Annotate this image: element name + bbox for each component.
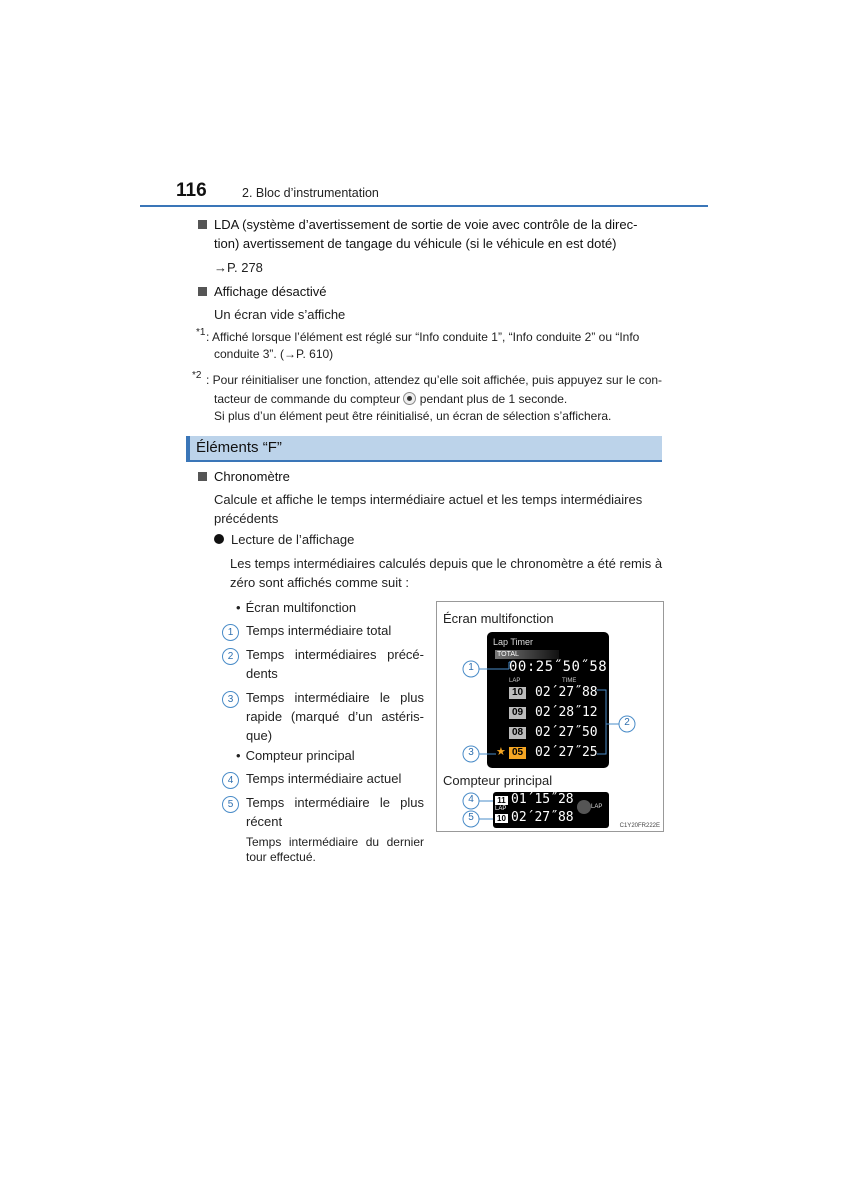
callout-2-bracket — [597, 690, 606, 754]
callout-4-label: 4 — [468, 794, 474, 805]
screen-title: Lap Timer — [493, 637, 534, 647]
note2-mark: *2 — [192, 370, 202, 381]
sub-compteur: • Compteur principal — [236, 748, 355, 763]
lda-heading-cont: tion) avertissement de tangage du véhicule (si le véhicule en est doté) — [214, 236, 617, 251]
callout-5-label: 5 — [468, 812, 474, 823]
main-side-label: LAP — [591, 804, 603, 810]
lap-number: 10 — [509, 687, 526, 699]
square-bullet-icon — [198, 472, 207, 481]
chapter-title: 2. Bloc d’instrumentation — [242, 186, 379, 200]
main-lap-prev: 10 — [495, 814, 508, 823]
affichage-desc: Un écran vide s’affiche — [214, 307, 346, 322]
main-time-current: 01´15˝28 — [511, 792, 574, 807]
note1-line1: : Affiché lorsque l’élément est réglé sur “Info conduite 1”, “Info conduite 2” ou “Info — [206, 330, 640, 344]
note1-mark: *1 — [196, 327, 206, 338]
lda-heading: LDA (système d’avertissement de sortie de voie avec contrôle de la direc- — [198, 215, 637, 234]
fastest-star-icon: ★ — [496, 746, 506, 758]
callout-2-label: 2 — [624, 717, 630, 728]
round-bullet-icon — [214, 534, 224, 544]
legend-note: Temps intermédiaire du dernier tour effectué. — [246, 835, 424, 864]
chrono-desc1: Calcule et affiche le temps intermédiaire actuel et les temps intermédiaires — [214, 492, 643, 507]
legend-1: 1 Temps intermédiaire total — [222, 621, 239, 641]
figure-caption-top: Écran multifonction — [443, 611, 554, 626]
lda-ref[interactable]: →P. 278 — [214, 260, 263, 275]
note2-line3: Si plus d’un élément peut être réinitialisé, un écran de sélection s’affichera. — [214, 409, 612, 423]
header-rule — [140, 205, 708, 207]
lecture-desc2: zéro sont affichés comme suit : — [230, 575, 409, 590]
sub-ecran: • Écran multifonction — [236, 600, 357, 615]
lap-number-fastest: 05 — [509, 747, 526, 759]
chrono-heading: Chronomètre — [198, 467, 290, 486]
callout-1-icon: 1 — [222, 624, 239, 641]
main-meter-display — [493, 792, 609, 828]
total-time: 00:25˝50˝58 — [509, 659, 608, 675]
page-number: 116 — [176, 180, 207, 201]
lecture-desc1: Les temps intermédiaires calculés depuis que le chronomètre a été remis à — [230, 556, 663, 571]
main-lap-current: 11 — [495, 796, 508, 805]
lap-time: 02´27˝88 — [535, 685, 598, 700]
total-label: TOTAL — [497, 651, 519, 658]
main-time-prev: 02´27˝88 — [511, 810, 574, 825]
legend-4: 4 Temps intermédiaire actuel — [222, 769, 239, 789]
chrono-desc2: précédents — [214, 511, 279, 526]
legend-3: 3 Temps intermédiaire le plus rapide (marqué d’un astéris- que) — [222, 688, 426, 708]
callout-5-icon: 5 — [222, 796, 239, 813]
callout-1-label: 1 — [468, 662, 474, 673]
figure-lap-timer — [436, 601, 664, 832]
figure-code: C1Y20FR222E — [619, 823, 660, 829]
legend-5: 5 Temps intermédiaire le plus récent — [222, 793, 426, 813]
lap-time: 02´28˝12 — [535, 705, 598, 720]
square-bullet-icon — [198, 287, 207, 296]
section-title: Éléments “F” — [196, 439, 282, 456]
col-time: TIME — [562, 678, 577, 684]
lap-time: 02´27˝50 — [535, 725, 598, 740]
bullet-lecture: Lecture de l’affichage — [214, 530, 354, 549]
callout-3-label: 3 — [468, 747, 474, 758]
lap-number: 08 — [509, 727, 526, 739]
col-lap: LAP — [509, 678, 521, 684]
section-accent — [186, 436, 190, 460]
section-header — [186, 436, 662, 462]
lap-dial-icon — [577, 800, 591, 814]
affichage-heading: Affichage désactivé — [198, 282, 327, 301]
legend-2: 2 Temps intermédiaires précé- dents — [222, 645, 426, 665]
note2-line1: : Pour réinitialiser une fonction, attendez qu’elle soit affichée, puis appuyez sur le con- — [206, 373, 663, 387]
lap-time-fastest: 02´27˝25 — [535, 745, 598, 760]
callout-3-icon: 3 — [222, 691, 239, 708]
note2-line2: tacteur de commande du compteur pendant plus de 1 seconde. — [214, 392, 568, 406]
callout-4-icon: 4 — [222, 772, 239, 789]
main-lap-label: LAP — [495, 806, 507, 812]
meter-switch-icon — [403, 392, 416, 405]
note1-line2: conduite 3”. (→P. 610) — [214, 347, 334, 361]
lap-number: 09 — [509, 707, 526, 719]
square-bullet-icon — [198, 220, 207, 229]
figure-caption-bottom: Compteur principal — [443, 773, 553, 788]
callout-2-icon: 2 — [222, 648, 239, 665]
